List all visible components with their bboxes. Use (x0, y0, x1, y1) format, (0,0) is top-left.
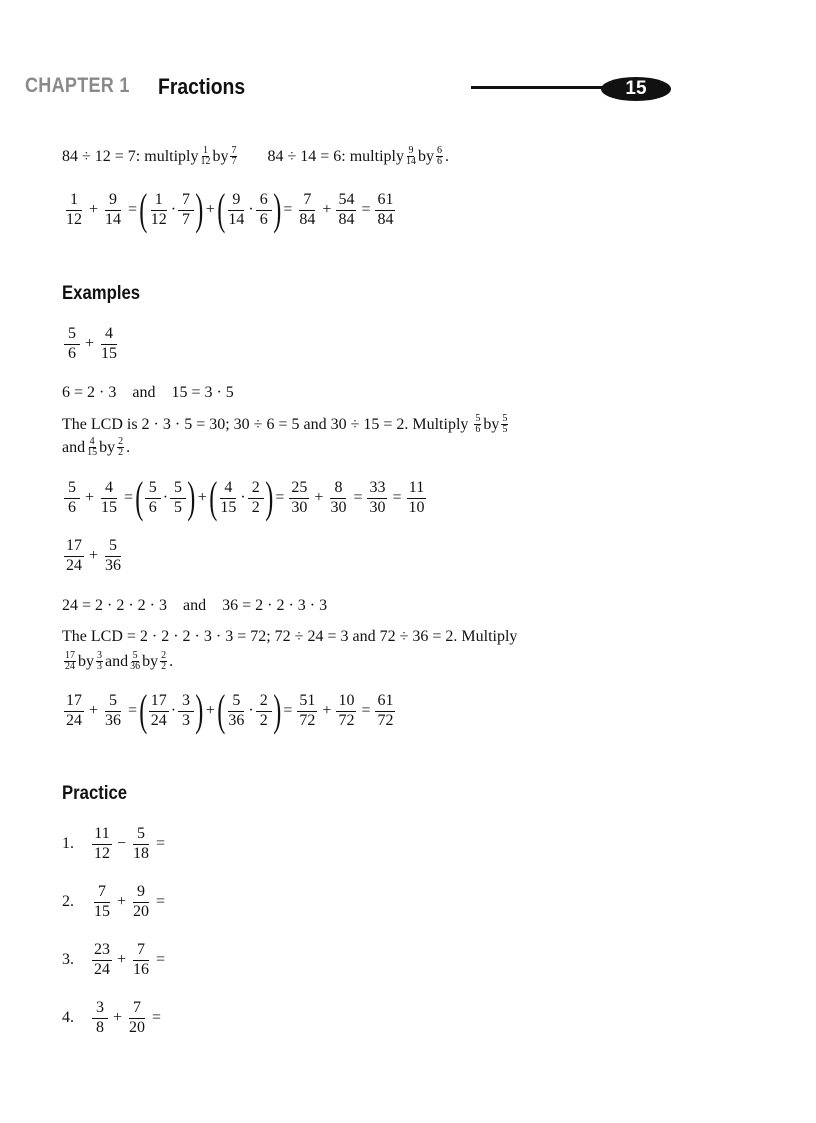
page-number-badge (601, 77, 671, 101)
operator: = (283, 201, 293, 218)
parenthesis: ( (217, 686, 226, 735)
numerator: 6 (436, 145, 442, 156)
text: · (170, 201, 177, 218)
fraction (131, 884, 151, 921)
operator: + (205, 201, 215, 218)
operator: = (128, 702, 138, 719)
denominator: 14 (405, 156, 416, 167)
numerator: 9 (408, 145, 414, 156)
denominator: 72 (299, 711, 316, 729)
practice-item (62, 884, 168, 921)
intro-text: 84 ÷ 14 = 6: multiply (267, 147, 404, 165)
fraction (64, 326, 80, 363)
fraction (92, 942, 112, 979)
numerator: 54 (336, 192, 356, 211)
fraction (103, 538, 123, 575)
numerator: 7 (133, 942, 149, 961)
example1-lcd-line1 (62, 414, 510, 435)
numerator: 61 (375, 192, 395, 211)
denominator: 15 (94, 902, 110, 920)
numerator: 51 (297, 693, 317, 712)
page-number: 15 (625, 78, 647, 99)
numerator: 5 (64, 326, 80, 345)
small-fraction (200, 146, 210, 167)
numerator: 4 (220, 480, 236, 499)
numerator: 17 (64, 538, 84, 557)
operator: = (156, 835, 166, 853)
fraction (99, 326, 119, 363)
operator: = (392, 489, 402, 506)
operator: + (89, 702, 99, 719)
numerator: 9 (105, 192, 121, 211)
numerator: 2 (161, 650, 167, 661)
denominator: 6 (68, 498, 76, 516)
numerator: 9 (228, 192, 244, 211)
numerator: 5 (475, 413, 481, 424)
text: · (240, 489, 246, 506)
operator: − (117, 835, 127, 853)
denominator: 72 (338, 711, 355, 729)
parenthesis: ( (139, 185, 148, 234)
parenthesis: ( (217, 185, 226, 234)
numerator: 5 (64, 480, 80, 499)
numerator: 4 (101, 326, 117, 345)
operator: = (353, 489, 363, 506)
fraction (92, 826, 112, 863)
denominator: 16 (133, 960, 150, 978)
numerator: 17 (64, 693, 84, 712)
denominator: 15 (101, 344, 118, 362)
operator: + (205, 702, 215, 719)
operator: = (156, 893, 166, 911)
small-fraction (406, 146, 416, 167)
fraction (336, 693, 356, 730)
small-fraction (436, 146, 443, 167)
chapter-title: Fractions (158, 74, 246, 99)
numerator: 2 (118, 436, 124, 447)
practice-item (62, 1000, 164, 1037)
denominator: 84 (338, 210, 355, 228)
operator: + (89, 201, 99, 218)
parenthesis: ) (273, 686, 282, 735)
numerator: 7 (178, 192, 194, 211)
denominator: 6 (475, 424, 481, 435)
fraction (131, 826, 151, 863)
denominator: 2 (251, 498, 260, 516)
parenthesis: ) (187, 473, 196, 522)
example2-lcd-line1: The LCD = 2 · 2 · 2 · 3 · 3 = 72; 72 ÷ 24 = 3 and 72 ÷ 36 = 2. Multiply (62, 628, 518, 645)
denominator: 5 (502, 424, 508, 435)
denominator: 84 (299, 210, 316, 228)
numerator: 1 (151, 192, 167, 211)
denominator: 36 (105, 556, 122, 574)
fraction (149, 192, 169, 229)
denominator: 72 (377, 711, 394, 729)
numerator: 7 (94, 884, 110, 903)
text: . (169, 652, 174, 670)
operator: + (89, 547, 99, 565)
fraction (218, 480, 238, 517)
example2-solution (62, 686, 397, 735)
example1-factor-line: 6 = 2 · 3 and 15 = 3 · 5 (62, 384, 234, 401)
denominator: 7 (182, 210, 191, 228)
parenthesis: ) (273, 185, 282, 234)
fraction (289, 480, 309, 517)
numerator: 61 (375, 693, 395, 712)
denominator: 2 (161, 661, 167, 672)
parenthesis: ( (139, 686, 148, 735)
fraction (170, 480, 186, 517)
fraction (149, 693, 169, 730)
small-fraction (230, 146, 237, 167)
denominator: 24 (65, 661, 75, 672)
examples-heading: Examples (62, 283, 141, 304)
numerator: 5 (133, 826, 149, 845)
chapter-label: CHAPTER 1 (25, 74, 130, 97)
numerator: 17 (65, 650, 75, 661)
denominator: 36 (228, 711, 245, 729)
operator: = (283, 702, 293, 719)
denominator: 15 (220, 498, 237, 516)
numerator: 23 (92, 942, 112, 961)
denominator: 24 (66, 556, 82, 574)
denominator: 12 (94, 844, 110, 862)
denominator: 24 (66, 711, 82, 729)
fraction (328, 480, 348, 517)
numerator: 1 (202, 145, 208, 156)
text: by (78, 652, 94, 670)
numerator: 6 (256, 192, 272, 211)
intro-text: by (212, 147, 229, 165)
fraction (256, 693, 272, 730)
denominator: 30 (330, 498, 347, 516)
fraction (127, 1000, 147, 1037)
item-number: 4. (62, 1009, 74, 1027)
operator: = (128, 201, 138, 218)
operator: = (156, 951, 166, 969)
denominator: 30 (291, 498, 308, 516)
denominator: 84 (377, 210, 394, 228)
numerator: 11 (407, 480, 426, 499)
practice-item (62, 942, 168, 979)
small-fraction (501, 414, 508, 435)
fraction (131, 942, 151, 979)
denominator: 2 (118, 447, 124, 458)
numerator: 5 (228, 693, 244, 712)
denominator: 12 (66, 210, 82, 228)
parenthesis: ) (195, 686, 204, 735)
operator: = (361, 702, 371, 719)
denominator: 5 (174, 498, 183, 516)
denominator: 10 (408, 498, 425, 516)
numerator: 11 (92, 826, 111, 845)
numerator: 10 (336, 693, 356, 712)
small-fraction (64, 651, 76, 672)
text: · (170, 702, 177, 719)
page-header (25, 72, 675, 104)
intro-equation (62, 185, 397, 234)
fraction (226, 693, 246, 730)
small-fraction (130, 651, 140, 672)
denominator: 20 (133, 902, 150, 920)
denominator: 12 (200, 156, 211, 167)
small-fraction (96, 651, 103, 672)
small-fraction (160, 651, 167, 672)
operator: + (85, 489, 95, 506)
practice-item (62, 826, 168, 863)
fraction (226, 192, 246, 229)
fraction (92, 1000, 108, 1037)
denominator: 24 (94, 960, 110, 978)
numerator: 5 (105, 693, 121, 712)
denominator: 8 (96, 1018, 104, 1036)
fraction (64, 693, 84, 730)
parenthesis: ( (209, 473, 218, 522)
numerator: 7 (231, 145, 237, 156)
numerator: 4 (89, 436, 95, 447)
text: and (62, 438, 86, 456)
denominator: 6 (436, 156, 442, 167)
fraction (297, 192, 317, 229)
fraction (64, 480, 80, 517)
denominator: 15 (87, 447, 98, 458)
small-fraction (117, 437, 124, 458)
denominator: 6 (148, 498, 157, 516)
denominator: 3 (97, 661, 102, 672)
denominator: 36 (105, 711, 122, 729)
header-rule (471, 86, 621, 89)
denominator: 6 (259, 210, 268, 228)
fraction (103, 192, 123, 229)
operator: + (117, 951, 127, 969)
operator: + (197, 489, 207, 506)
example2-factor-line: 24 = 2 · 2 · 2 · 3 and 36 = 2 · 2 · 3 · 3 (62, 597, 328, 614)
text: · (248, 201, 254, 218)
fraction (256, 192, 272, 229)
denominator: 30 (369, 498, 386, 516)
numerator: 5 (170, 480, 186, 499)
operator: = (152, 1009, 162, 1027)
operator: + (117, 893, 127, 911)
denominator: 14 (105, 210, 122, 228)
text: by (483, 415, 500, 433)
numerator: 5 (105, 538, 121, 557)
parenthesis: ( (135, 473, 144, 522)
denominator: 3 (182, 711, 191, 729)
text: · (248, 702, 254, 719)
numerator: 8 (330, 480, 346, 499)
intro-multiply-line (62, 146, 449, 167)
fraction (145, 480, 161, 517)
numerator: 7 (299, 192, 315, 211)
parenthesis: ) (195, 185, 204, 234)
fraction (375, 192, 395, 229)
fraction (297, 693, 317, 730)
numerator: 3 (178, 693, 194, 712)
denominator: 36 (130, 661, 141, 672)
fraction (367, 480, 387, 517)
denominator: 6 (68, 344, 76, 362)
operator: + (314, 489, 324, 506)
numerator: 3 (97, 650, 102, 661)
fraction (178, 192, 194, 229)
numerator: 9 (133, 884, 149, 903)
fraction (375, 693, 395, 730)
operator: + (85, 335, 95, 353)
denominator: 7 (231, 156, 237, 167)
item-number: 2. (62, 893, 74, 911)
practice-heading: Practice (62, 783, 128, 804)
example2-problem (62, 538, 125, 575)
small-fraction (87, 437, 97, 458)
fraction (178, 693, 194, 730)
small-fraction (474, 414, 481, 435)
numerator: 33 (367, 480, 387, 499)
fraction (336, 192, 356, 229)
fraction (99, 480, 119, 517)
denominator: 15 (101, 498, 118, 516)
text: . (126, 438, 131, 456)
numerator: 3 (92, 1000, 108, 1019)
intro-text: 84 ÷ 12 = 7: multiply (62, 147, 199, 165)
text: and (105, 652, 129, 670)
operator: = (275, 489, 285, 506)
example1-solution (62, 473, 429, 522)
numerator: 4 (101, 480, 117, 499)
fraction (92, 884, 112, 921)
denominator: 14 (228, 210, 245, 228)
intro-text: by (417, 147, 434, 165)
parenthesis: ) (265, 473, 274, 522)
numerator: 5 (502, 413, 508, 424)
fraction (248, 480, 264, 517)
denominator: 20 (129, 1018, 146, 1036)
denominator: 12 (150, 210, 167, 228)
fraction (64, 538, 84, 575)
numerator: 5 (145, 480, 161, 499)
denominator: 18 (133, 844, 150, 862)
operator: + (322, 702, 332, 719)
numerator: 2 (256, 693, 272, 712)
fraction (407, 480, 427, 517)
text: The LCD is 2 · 3 · 5 = 30; 30 ÷ 6 = 5 and 30 ÷ 15 = 2. Multiply (62, 415, 469, 433)
item-number: 3. (62, 951, 74, 969)
example1-lcd-line2 (62, 437, 130, 458)
fraction (64, 192, 84, 229)
text: by (142, 652, 159, 670)
numerator: 17 (149, 693, 169, 712)
fraction (103, 693, 123, 730)
numerator: 25 (289, 480, 309, 499)
text: . (444, 147, 449, 165)
text: by (99, 438, 116, 456)
example2-lcd-line2 (62, 651, 173, 672)
numerator: 1 (66, 192, 82, 211)
text: · (162, 489, 169, 506)
denominator: 24 (150, 711, 167, 729)
operator: + (322, 201, 332, 218)
numerator: 2 (248, 480, 264, 499)
operator: = (361, 201, 371, 218)
denominator: 2 (259, 711, 268, 729)
example1-problem (62, 326, 121, 363)
numerator: 5 (132, 650, 138, 661)
numerator: 7 (129, 1000, 145, 1019)
operator: + (113, 1009, 123, 1027)
item-number: 1. (62, 835, 74, 853)
operator: = (124, 489, 134, 506)
